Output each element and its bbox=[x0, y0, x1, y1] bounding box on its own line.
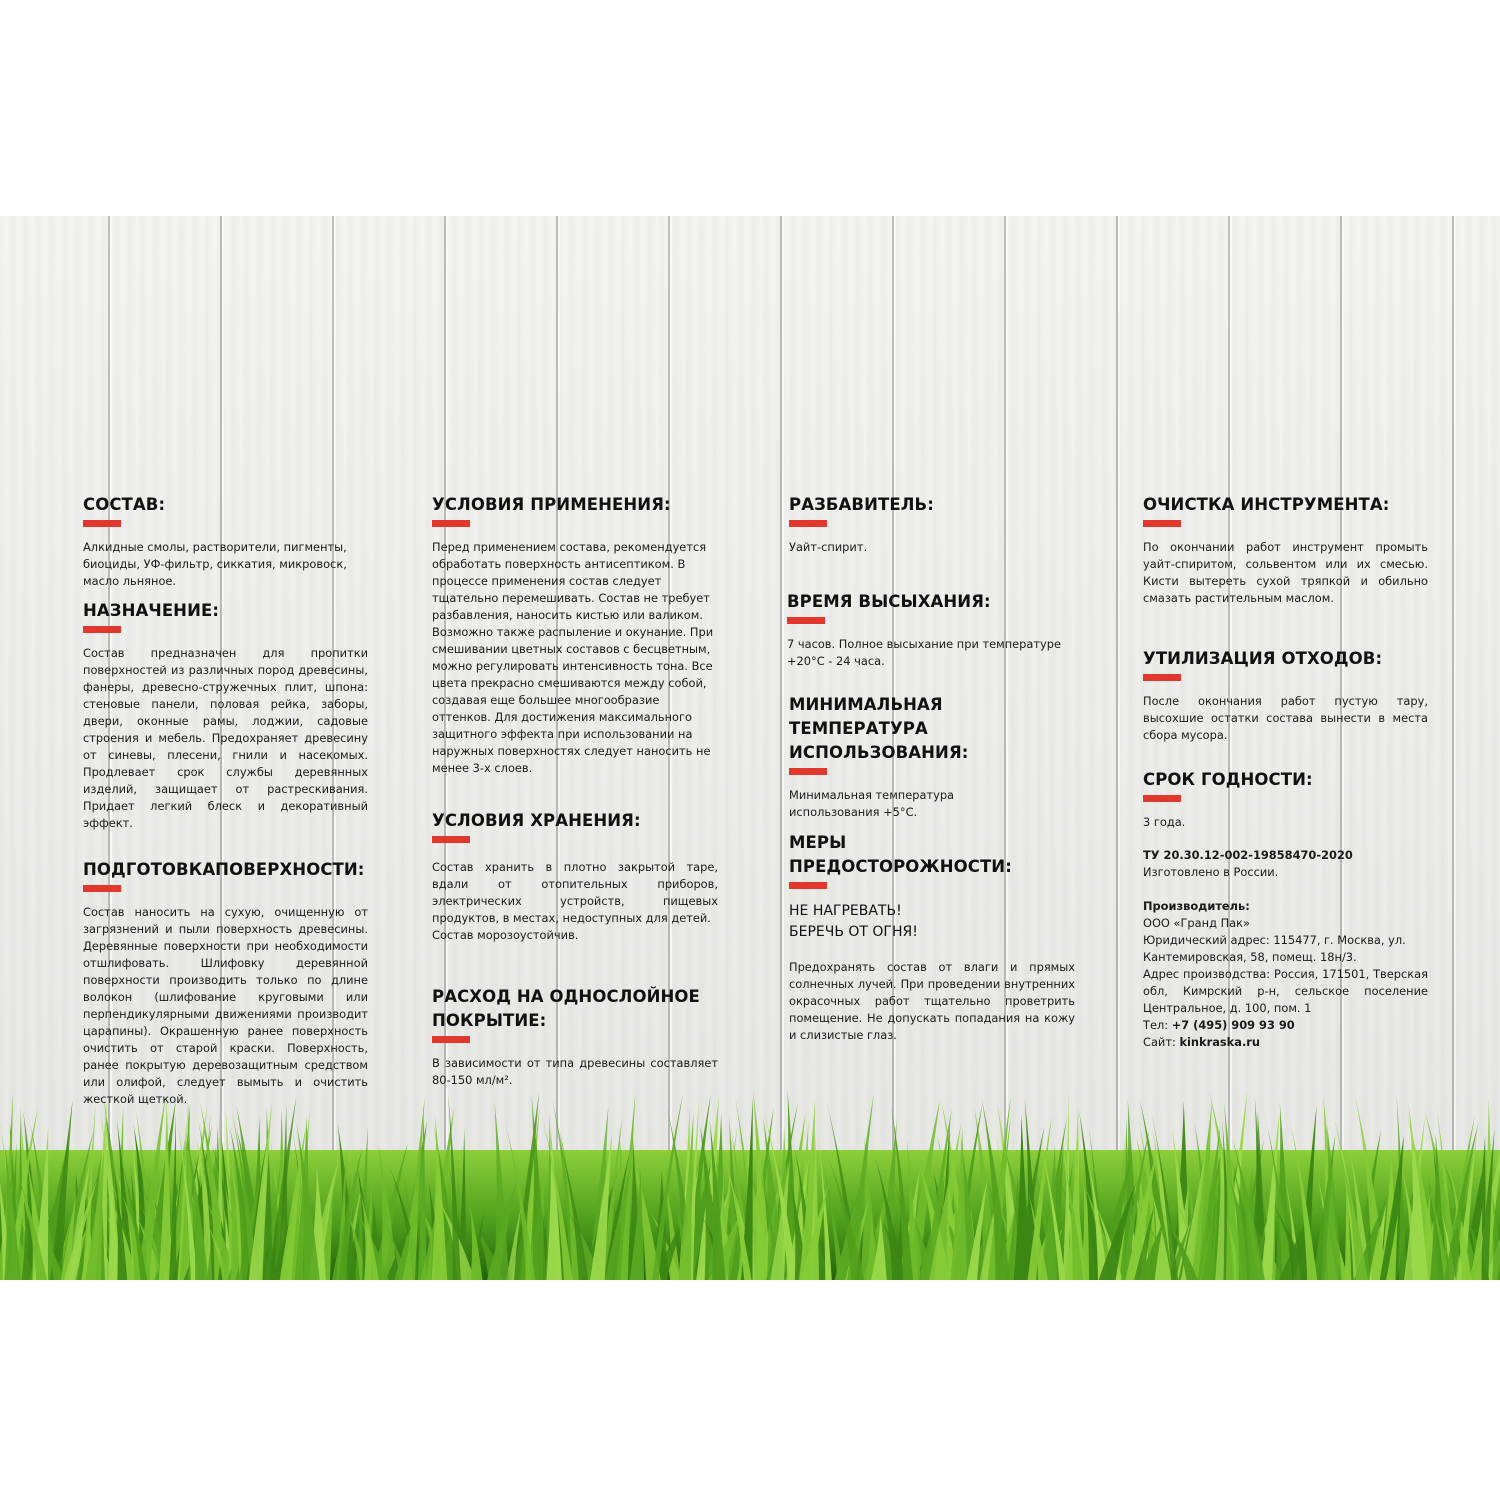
manufacturer-label: Производитель: bbox=[1143, 899, 1250, 913]
section-srok bbox=[1143, 768, 1428, 831]
text-utilizaciya: После окончания работ пустую тару, высохшие остатки состава вынести в места сбора мусора. bbox=[1143, 694, 1428, 742]
text-usloviya-hraneniya: Состав хранить в плотно закрытой таре, вдали от отопительных приборов, электрических устройств, пищевых продуктов, в местах, недоступных для детей. bbox=[432, 860, 718, 925]
text-ochistka: По окончании работ инструмент промыть уайт-спиритом, сольвентом или их смесью. Кисти вытереть сухой тряпкой и обильно смазать растительным маслом. bbox=[1143, 540, 1428, 605]
section-usloviya-primeneniya bbox=[432, 493, 718, 777]
text-razbavitel: Уайт-спирит. bbox=[789, 540, 868, 554]
tu-code: ТУ 20.30.12-002-19858470-2020 bbox=[1143, 848, 1353, 862]
section-vremya bbox=[787, 590, 1073, 670]
phone-label: Тел: bbox=[1143, 1018, 1172, 1032]
text-sostav: Алкидные смолы, растворители, пигменты, биоциды, УФ-фильтр, сиккатия, микровоск, масло льняное. bbox=[83, 540, 347, 588]
section-manufacturer bbox=[1143, 847, 1428, 1051]
heading-naznachenie: НАЗНАЧЕНИЕ: bbox=[83, 601, 220, 620]
phone-number[interactable]: +7 (495) 909 93 90 bbox=[1171, 1018, 1295, 1032]
section-razbavitel bbox=[789, 493, 1075, 556]
accent-bar bbox=[1143, 795, 1181, 802]
accent-bar bbox=[432, 836, 470, 843]
heading-sostav: СОСТАВ: bbox=[83, 495, 166, 514]
heading-min-temp-line1: МИНИМАЛЬНАЯ ТЕМПЕРАТУРА bbox=[789, 695, 943, 738]
heading-rashod-line1: РАСХОД НА ОДНОСЛОЙНОЕ bbox=[432, 987, 700, 1006]
heading-mery: МЕРЫ ПРЕДОСТОРОЖНОСТИ: bbox=[789, 833, 1012, 876]
warning-line2: БЕРЕЧЬ ОТ ОГНЯ! bbox=[789, 924, 918, 940]
text-vremya: 7 часов. Полное высыхание при температуре +20°С - 24 часа. bbox=[787, 637, 1062, 668]
section-ochistka bbox=[1143, 493, 1428, 607]
text-podgotovka: Состав наносить на сухую, очищенную от загрязнений и пыли поверхность древесины. Деревянные поверхности при необходимости отшлифовать. Шлифовку деревянной поверхности производить только по длине волокон (шлифование круговыми или перпендикулярными движениями производит царапины). Окрашенную ранее поверхность очистить от старой краски. Поверхность, ранее покрытую деревозащитным средством или олифой, следует вымыть и очистить жесткой щеткой. bbox=[83, 905, 368, 1106]
accent-bar bbox=[432, 1036, 470, 1043]
section-min-temp bbox=[789, 693, 1075, 821]
legal-address: Юридический адрес: 115477, г. Москва, ул. Кантемировская, 58, помещ. 18н/3. bbox=[1143, 933, 1406, 964]
accent-bar bbox=[789, 768, 827, 775]
heading-rashod-line2: ПОКРЫТИЕ: bbox=[432, 1011, 547, 1030]
text-min-temp: Минимальная температура использования +5°С. bbox=[789, 788, 955, 819]
heading-razbavitel: РАЗБАВИТЕЛЬ: bbox=[789, 495, 934, 514]
text-naznachenie: Состав предназначен для пропитки поверхностей из различных пород древесины, фанеры, древесно-стружечных плит, шпона: стеновые панели, половая рейка, заборы, двери, оконные рамы, лоджии, садовые строения и мебель. Предохраняет древесину от синевы, плесени, гнили и насекомых. Продлевает срок службы деревянных изделий, защищает от растрескивания. Придает легкий блеск и декоративный эффект. bbox=[83, 646, 368, 830]
text-mery: Предохранять состав от влаги и прямых солнечных лучей. При проведении внутренних окрасочных работ тщательно проветрить помещение. Не допускать попадания на кожу и слизистые глаз. bbox=[789, 960, 1075, 1042]
accent-bar bbox=[787, 617, 825, 624]
heading-rashod bbox=[432, 985, 718, 1033]
origin-text: Изготовлено в России. bbox=[1143, 865, 1279, 879]
accent-bar bbox=[1143, 674, 1181, 681]
heading-min-temp-line2: ИСПОЛЬЗОВАНИЯ: bbox=[789, 743, 969, 762]
section-usloviya-hraneniya bbox=[432, 809, 718, 944]
warning-line1: НЕ НАГРЕВАТЬ! bbox=[789, 903, 902, 919]
accent-bar bbox=[83, 520, 121, 527]
section-podgotovka bbox=[83, 858, 368, 1108]
heading-vremya: ВРЕМЯ ВЫСЫХАНИЯ: bbox=[787, 592, 991, 611]
accent-bar bbox=[789, 882, 827, 889]
text-rashod: В зависимости от типа древесины составляет 80-150 мл/м². bbox=[432, 1056, 718, 1087]
accent-bar bbox=[83, 626, 121, 633]
heading-usloviya-hraneniya: УСЛОВИЯ ХРАНЕНИЯ: bbox=[432, 811, 641, 830]
text-srok: 3 года. bbox=[1143, 815, 1186, 829]
grass-decoration bbox=[0, 1090, 1500, 1280]
heading-usloviya-primeneniya: УСЛОВИЯ ПРИМЕНЕНИЯ: bbox=[432, 495, 671, 514]
warning-text bbox=[789, 901, 1075, 943]
section-rashod bbox=[432, 985, 718, 1089]
site-label: Сайт: bbox=[1143, 1035, 1180, 1049]
phone-line bbox=[1143, 1017, 1428, 1034]
site-link[interactable]: kinkraska.ru bbox=[1179, 1035, 1261, 1049]
text-usloviya-primeneniya: Перед применением состава, рекомендуется обработать поверхность антисептиком. В процессе применения состав следует тщательно перемешивать. Состав не требует разбавления, наносить кистью или валиком. Возможно также распыление и окунание. При смешивании цветных составов с бесцветным, можно регулировать интенсивность тона. Все цвета прекрасно смешиваются между собой, создавая еще большее многообразие оттенков. Для достижения максимального защитного эффекта при использовании на наружных поверхностях следует наносить не менее 3-х слоев. bbox=[432, 540, 714, 775]
section-sostav bbox=[83, 493, 368, 590]
section-naznachenie bbox=[83, 599, 368, 832]
section-utilizaciya bbox=[1143, 647, 1428, 744]
accent-bar bbox=[789, 520, 827, 527]
accent-bar bbox=[432, 520, 470, 527]
heading-ochistka: ОЧИСТКА ИНСТРУМЕНТА: bbox=[1143, 495, 1390, 514]
site-line bbox=[1143, 1034, 1428, 1051]
production-address: Адрес производства: Россия, 171501, Тверская обл, Кимрский р-н, сельское поселение Центральное, д. 100, пом. 1 bbox=[1143, 967, 1428, 1015]
section-mery bbox=[789, 831, 1075, 1044]
accent-bar bbox=[83, 885, 121, 892]
heading-utilizaciya: УТИЛИЗАЦИЯ ОТХОДОВ: bbox=[1143, 649, 1383, 668]
heading-srok: СРОК ГОДНОСТИ: bbox=[1143, 770, 1313, 789]
heading-min-temp bbox=[789, 693, 1075, 765]
text-usloviya-hraneniya-2: Состав морозоустойчив. bbox=[432, 928, 579, 942]
heading-podgotovka: ПОДГОТОВКАПОВЕРХНОСТИ: bbox=[83, 860, 365, 879]
manufacturer-company: ООО «Гранд Пак» bbox=[1143, 916, 1250, 930]
accent-bar bbox=[1143, 520, 1181, 527]
